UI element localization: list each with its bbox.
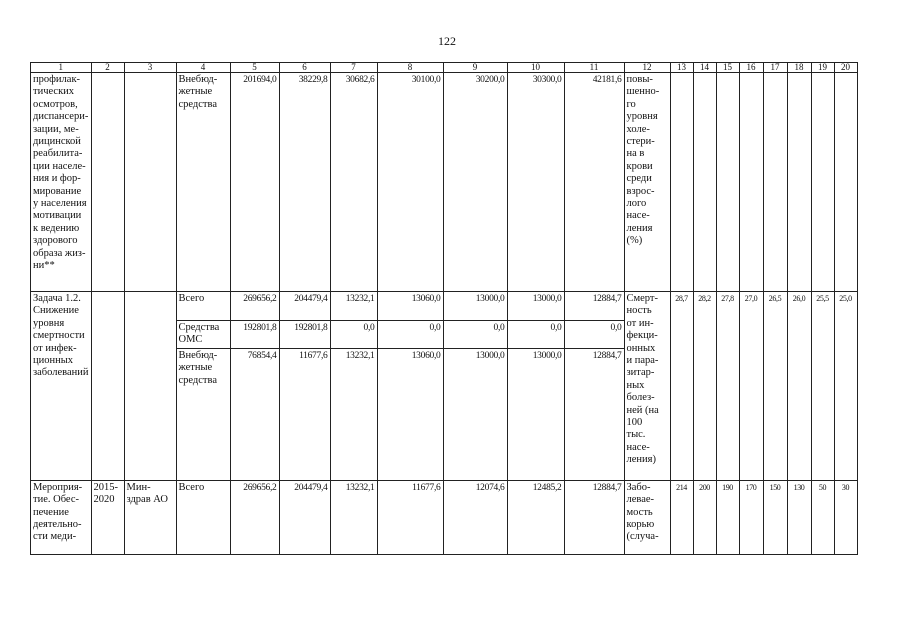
target-cell: 28,7 [670,292,693,481]
value-cell: 11677,6 [377,480,443,554]
column-number-row [31,63,858,73]
target-cell [693,73,716,292]
column-number: 9 [443,63,507,73]
column-number: 15 [716,63,739,73]
column-number: 20 [834,63,857,73]
value-cell: 42181,6 [564,73,624,292]
column-number: 12 [624,63,670,73]
target-cell [811,73,834,292]
years-cell: 2015- 2020 [91,480,124,554]
target-cell: 130 [787,480,811,554]
target-cell: 25,0 [834,292,857,481]
column-number: 5 [230,63,279,73]
table-row [31,480,858,554]
value-cell: 13232,1 [330,480,377,554]
target-cell [739,73,763,292]
target-cell: 30 [834,480,857,554]
value-cell: 201694,0 [230,73,279,292]
table-row [31,292,858,321]
executor-cell: Мин- здрав АО [124,480,176,554]
target-cell: 214 [670,480,693,554]
value-cell: 12884,7 [564,292,624,321]
column-number: 6 [279,63,330,73]
value-cell: 0,0 [377,321,443,349]
budget-table [30,62,858,555]
value-cell: 204479,4 [279,292,330,321]
value-cell: 11677,6 [279,348,330,480]
column-number: 18 [787,63,811,73]
value-cell: 13060,0 [377,348,443,480]
value-cell: 204479,4 [279,480,330,554]
target-cell [787,73,811,292]
column-number: 7 [330,63,377,73]
target-cell: 150 [763,480,787,554]
value-cell: 13232,1 [330,292,377,321]
measure-name-cell: профилак- тических осмотров, диспансери- зации, ме- дицинской реабилита- ции населе- ния и фор- мирование у населения мотивации к ведению здорового образа жиз- ни** [31,73,92,292]
value-cell: 192801,8 [279,321,330,349]
target-cell [670,73,693,292]
column-number: 11 [564,63,624,73]
column-number: 8 [377,63,443,73]
column-number: 2 [91,63,124,73]
column-number: 16 [739,63,763,73]
value-cell: 0,0 [507,321,564,349]
page-number: 122 [438,34,456,48]
column-number: 13 [670,63,693,73]
target-cell: 28,2 [693,292,716,481]
target-cell: 50 [811,480,834,554]
target-cell: 25,5 [811,292,834,481]
funding-source-cell: Всего [176,292,230,321]
column-number: 4 [176,63,230,73]
target-cell: 200 [693,480,716,554]
column-number: 17 [763,63,787,73]
value-cell: 12884,7 [564,480,624,554]
target-cell [834,73,857,292]
value-cell: 269656,2 [230,292,279,321]
value-cell: 38229,8 [279,73,330,292]
funding-source-cell: Внебюд- жетные средства [176,73,230,292]
funding-source-cell: Всего [176,480,230,554]
measure-name-cell: Мероприя- тие. Обес- печение деятельно- сти меди- [31,480,92,554]
indicator-cell: Смерт- ность от ин- фекци- онных и пара- зитар- ных болез- ней (на 100 тыс. насе- ления) [624,292,670,481]
column-number: 10 [507,63,564,73]
column-number: 3 [124,63,176,73]
column-number: 19 [811,63,834,73]
target-cell: 27,8 [716,292,739,481]
target-cell [763,73,787,292]
value-cell: 30682,6 [330,73,377,292]
target-cell: 190 [716,480,739,554]
value-cell: 13060,0 [377,292,443,321]
value-cell: 30300,0 [507,73,564,292]
value-cell: 269656,2 [230,480,279,554]
value-cell: 0,0 [564,321,624,349]
years-cell [91,292,124,481]
indicator-cell: Забо- левае- мость корью (случа- [624,480,670,554]
indicator-cell: повы- шенно- го уровня холе- стери- на в крови среди взрос- лого насе- ления (%) [624,73,670,292]
funding-source-cell: Внебюд- жетные средства [176,348,230,480]
years-cell [91,73,124,292]
value-cell: 0,0 [443,321,507,349]
value-cell: 13000,0 [507,348,564,480]
value-cell: 192801,8 [230,321,279,349]
column-number: 14 [693,63,716,73]
value-cell: 13000,0 [443,348,507,480]
value-cell: 13232,1 [330,348,377,480]
target-cell: 26,0 [787,292,811,481]
executor-cell [124,292,176,481]
value-cell: 0,0 [330,321,377,349]
target-cell: 26,5 [763,292,787,481]
value-cell: 76854,4 [230,348,279,480]
target-cell [716,73,739,292]
value-cell: 13000,0 [507,292,564,321]
target-cell: 170 [739,480,763,554]
value-cell: 12074,6 [443,480,507,554]
executor-cell [124,73,176,292]
value-cell: 13000,0 [443,292,507,321]
funding-source-cell: Средства ОМС [176,321,230,349]
table-row [31,73,858,292]
task-name-cell: Задача 1.2. Снижение уровня смертности от инфек- ционных заболеваний [31,292,92,481]
value-cell: 30100,0 [377,73,443,292]
value-cell: 30200,0 [443,73,507,292]
target-cell: 27,0 [739,292,763,481]
column-number: 1 [31,63,92,73]
value-cell: 12884,7 [564,348,624,480]
value-cell: 12485,2 [507,480,564,554]
